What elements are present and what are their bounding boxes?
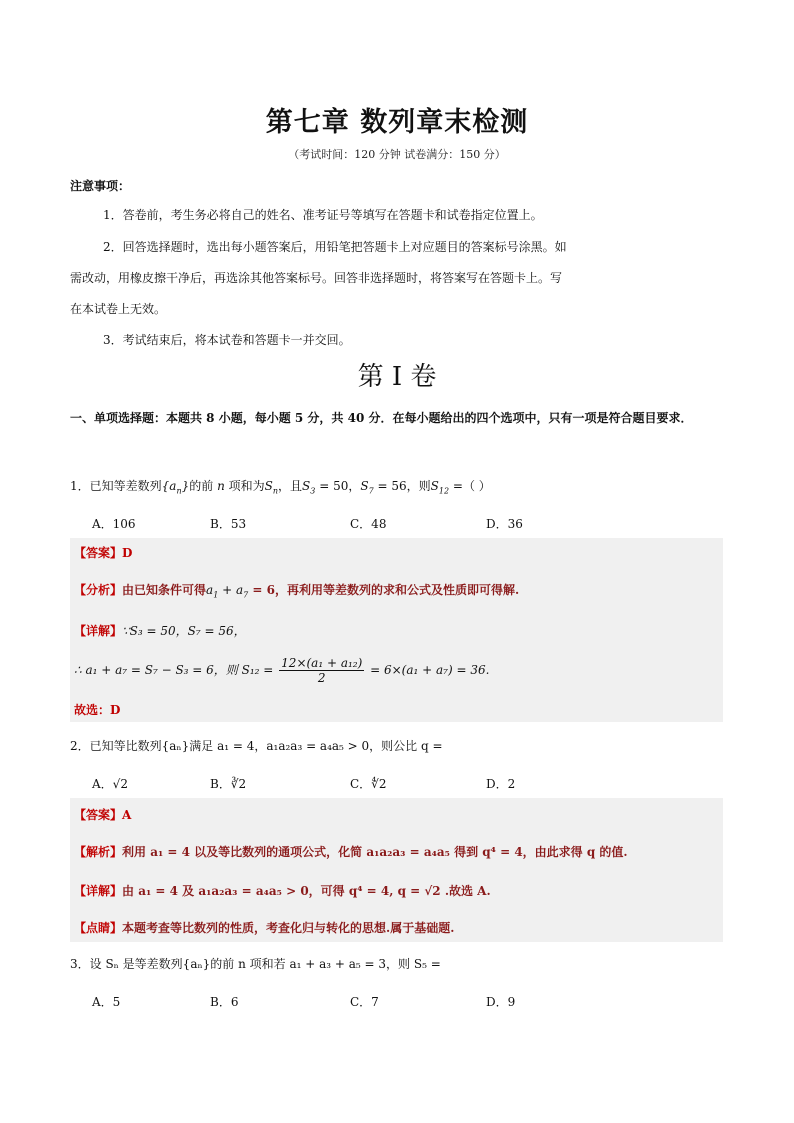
notice-heading: 注意事项： [70, 179, 131, 193]
option-a: A．106 [92, 517, 136, 531]
question-text: 已知等差数列 [89, 479, 162, 493]
question-2 [70, 737, 443, 754]
option-a: A．5 [92, 995, 121, 1009]
choice-line [74, 701, 120, 718]
option-d: D．36 [486, 517, 523, 531]
math-value: = 56 [377, 479, 407, 493]
question-text: ， [348, 479, 361, 493]
comment-tag: 【点睛】 [74, 921, 123, 935]
q2-solution-box [70, 798, 723, 942]
question-number: 1． [70, 479, 90, 493]
question-text: 项和为 [228, 479, 265, 493]
math-value: = 50 [319, 479, 349, 493]
analysis-text: = 6，再利用等差数列的求和公式及性质即可得解. [248, 583, 520, 597]
fraction-denominator: 2 [317, 671, 326, 685]
comment-line [74, 919, 454, 936]
answer-value: D [122, 546, 133, 560]
question-text: 的前 [189, 479, 214, 493]
question-number: 2． [70, 739, 90, 753]
analysis-text: 由已知条件可得 [122, 583, 207, 597]
notice-item-2-line-2: 需改动，用橡皮擦干净后，再选涂其他答案标号。回答非选择题时，将答案写在答题卡上。写 [70, 271, 563, 285]
notice-item-2-line-3: 在本试卷上无效。 [70, 302, 167, 316]
math-value: = [452, 479, 463, 493]
detail-text: ∵S₃ = 50，S₇ = 56， [122, 624, 246, 638]
option-d: D．2 [486, 777, 516, 791]
option-b: B．∛2 [210, 777, 247, 791]
question-3 [70, 955, 441, 972]
question-text: 已知等比数列{aₙ}满足 a₁ = 4，a₁a₂a₃ = a₄a₅ > 0，则公比 q = [89, 739, 443, 753]
detail-line-2 [74, 656, 489, 685]
notice-item-3: 3．考试结束后，将本试卷和答题卡一并交回。 [103, 333, 351, 347]
fraction [279, 656, 364, 685]
option-d: D．9 [486, 995, 516, 1009]
detail-line [74, 882, 491, 899]
detail-line [74, 622, 246, 639]
question-text: 设 Sₙ 是等差数列{aₙ}的前 n 项和若 a₁ + a₃ + a₅ = 3，则 S₅ = [89, 957, 441, 971]
volume-title: 第 I 卷 [357, 362, 437, 392]
analysis-tag: 【解析】 [74, 845, 123, 859]
detail-text: 由 a₁ = 4 及 a₁a₂a₃ = a₄a₅ > 0，可得 q⁴ = 4, q = √2 .故选 A. [122, 884, 491, 898]
option-c: C．7 [350, 995, 379, 1009]
comment-text: 本题考查等比数列的性质，考查化归与转化的思想.属于基础题. [122, 921, 455, 935]
option-b: B．53 [210, 517, 247, 531]
final-choice: 故选：D [74, 703, 121, 717]
detail-tag: 【详解】 [74, 624, 123, 638]
analysis-line [74, 843, 628, 860]
answer-blank: （ ） [462, 479, 491, 493]
question-text: ，则 [406, 479, 431, 493]
exam-info: （考试时间：120 分钟 试卷满分：150 分） [288, 148, 506, 161]
question-number: 3． [70, 957, 90, 971]
option-c: C．48 [350, 517, 387, 531]
analysis-tag: 【分析】 [74, 583, 123, 597]
section-heading: 一、单项选择题：本题共 8 小题，每小题 5 分，共 40 分．在每小题给出的四个选项中，只有一项是符合题目要求． [70, 411, 693, 425]
notice-item-2-line-1: 2．回答选择题时，选出每小题答案后，用铅笔把答题卡上对应题目的答案标号涂黑。如 [103, 240, 567, 254]
q1-solution-box [70, 538, 723, 722]
option-b: B．6 [210, 995, 239, 1009]
question-text: ，且 [278, 479, 303, 493]
answer-line [74, 544, 132, 561]
math-expression: + a [218, 583, 244, 597]
option-a: A．√2 [92, 777, 128, 791]
answer-value: A [122, 808, 132, 822]
notice-item-1: 1．答卷前，考生务必将自己的姓名、准考证号等填写在答题卡和试卷指定位置上。 [103, 208, 543, 222]
detail-tag: 【详解】 [74, 884, 123, 898]
answer-line [74, 806, 131, 823]
fraction-numerator: 12×(a₁ + a₁₂) [281, 656, 363, 670]
option-c: C．∜2 [350, 777, 387, 791]
page-title: 第七章 数列章末检测 [265, 107, 529, 138]
detail-text: = 6×(a₁ + a₇) = 36. [370, 663, 490, 677]
answer-tag: 【答案】 [74, 808, 123, 822]
answer-tag: 【答案】 [74, 546, 123, 560]
analysis-line: 【分析】由已知条件可得$a_1 + a_7 = 6$，再利用等差数列的求和公式及性质即可得解. [74, 583, 520, 600]
analysis-text: 利用 a₁ = 4 以及等比数列的通项公式，化简 a₁a₂a₃ = a₄a₅ 得到 q⁴ = 4，由此求得 q 的值. [122, 845, 628, 859]
question-1: 1．已知等差数列$\{a_n\}$的前 n 项和为$S_n$，且$S_3 = 50$，$S_7 = 56$，则$S_{12}$ =（ ） [70, 479, 491, 496]
detail-text: ∴ a₁ + a₇ = S₇ − S₃ = 6，则 S₁₂ = [74, 663, 274, 677]
